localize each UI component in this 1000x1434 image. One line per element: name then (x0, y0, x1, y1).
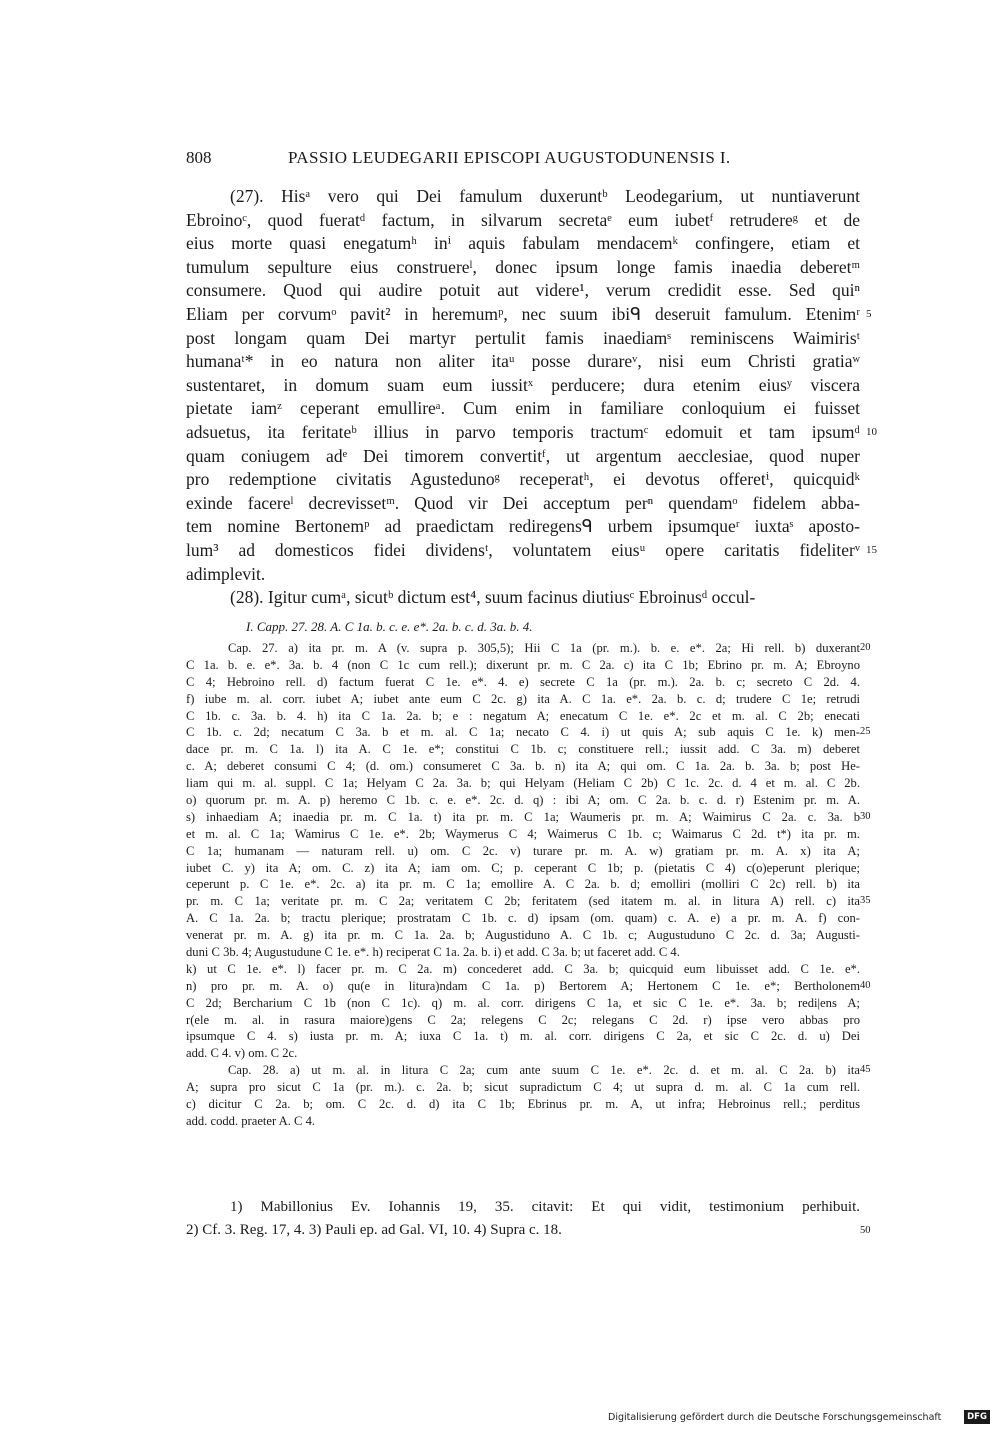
apparatus-line-text: r(ele m. al. in rasura maiore)gens C 2a; relegens C 2c; relegans C 2d. r) ipse vero abbas pro (186, 1012, 860, 1027)
critical-apparatus (186, 640, 871, 1130)
main-text-line (186, 586, 860, 610)
apparatus-line-text: o) quorum pr. m. A. p) heremo C 1b. c. e. e*. 2c. d. q) : ibi A; om. C 2a. b. c. d. r) Estenim pr. m. A. (186, 793, 860, 808)
main-text-line (186, 303, 872, 327)
apparatus-line (186, 657, 860, 674)
main-text-line-text: adsuetus, ita feritateᵇ illius in parvo temporis tractumᶜ edomuit et tam ipsumᵈ (186, 421, 860, 442)
main-text-line-text: (28). Igitur cumᵃ, sicutᵇ dictum est⁴, suum facinus diutiusᶜ Ebroinusᵈ occul- (230, 587, 756, 608)
apparatus-line (186, 1096, 860, 1113)
apparatus-line-text: s) inhaediam A; inaedia pr. m. C 1a. t) ita pr. m. C 1a; Waumeris pr. m. A; Waimirus C 2a. c. 3a. b (186, 809, 860, 824)
apparatus-line (186, 1113, 860, 1130)
apparatus-line (186, 792, 860, 809)
apparatus-line-text: c. A; deberet consumi C 4; (d. om.) consumeret C 3a. b. n) ita A; qui om. C 1a. 2a. b. 3a. b; post He- (186, 759, 860, 774)
apparatus-line (186, 826, 860, 843)
apparatus-line (186, 995, 860, 1012)
apparatus-line-text: f) iube m. al. corr. iubet A; iubet ante eum C 2c. g) ita A. C 1a. e*. 2a. b. c. d; trudere C 1e; retrudi (186, 691, 860, 706)
running-title: PASSIO LEUDEGARII EPISCOPI AUGUSTODUNENSIS I. (288, 148, 731, 167)
apparatus-line-text: liam qui m. al. suppl. C 1a; Helyam C 2a. 3a. b; qui Helyam (Heliam C 2b) C 1c. 2c. d. 4 et m. al. C 2b. (186, 776, 860, 791)
apparatus-line (186, 961, 860, 978)
main-text-line (186, 279, 860, 303)
apparatus-line-text: n) pro pr. m. A. o) qu(e in litura)ndam C 1a. p) Bertorem A; Hertonem C 1e. e*; Bertholonem (186, 978, 860, 993)
main-text-line-text: lum³ ad domesticos fidei dividensᵗ, voluntatem eiusᵘ opere caritatis fideliterᵛ (186, 539, 860, 560)
main-text-line-text: eius morte quasi enegatumʰ inⁱ aquis fabulam mendacemᵏ confingere, etiam et (186, 233, 860, 254)
main-text-line (186, 421, 877, 445)
apparatus-line (186, 1012, 860, 1029)
apparatus-line (186, 708, 860, 725)
apparatus-line (186, 640, 871, 657)
main-text-line-text: humanaᵗ* in eo natura non aliter itaᵘ posse durareᵛ, nisi eum Christi gratiaʷ (186, 351, 860, 372)
apparatus-line-text: pr. m. C 1a; veritate pr. m. C 2a; veritatem C 2b; feritatem (sed itatem m. al. in litura A) rell. c) ita (186, 894, 860, 909)
apparatus-line-text: C 1b. c. 2d; necatum C 3a. b et m. al. C 1a; necato C 4. i) ut quis A; sub aquis C 1e. k) men- (186, 725, 860, 740)
apparatus-line-text: venerat pr. m. A. g) ita pr. m. C 1a. 2a. b; Augustiduno A. C 1b. c; Augustuduno C 2c. d. 3a; Augusti- (186, 928, 860, 943)
main-text-line (186, 185, 860, 209)
main-text-line-text: sustentaret, in domum suam eum iussitˣ perducere; dura etenim eiusʸ viscera (186, 374, 860, 395)
apparatus-line-text: C 4; Hebroino rell. d) factum fuerat C 1e. e*. 4. e) secrete C 1a (pr. m.). 2a. b. c; secreto C 2d. 4. (186, 674, 860, 689)
apparatus-line-text: C 1a. b. e. e*. 3a. b. 4 (non C 1c cum rell.); dixerunt pr. m. C 2a. c) ita C 1b; Ebrino pr. m. A; Ebroyno (186, 657, 860, 672)
main-text-line-text: consumere. Quod qui audire potuit aut videre¹, verum credidit esse. Sed quiⁿ (186, 280, 860, 301)
apparatus-line (186, 691, 860, 708)
main-text-line (186, 492, 860, 516)
apparatus-line-text: C 1a; humanam — naturam rell. u) om. C 2c. v) turare pr. m. A. w) gratiam pr. m. A. x) ita A; (186, 843, 860, 858)
apparatus-line (186, 775, 860, 792)
line-number: 45 (860, 1064, 871, 1076)
apparatus-line (186, 860, 860, 877)
apparatus-line (186, 927, 860, 944)
main-text-line (186, 445, 860, 469)
footnote-line-text: 1) Mabillonius Ev. Iohannis 19, 35. citavit: Et qui vidit, testimonium perhibuit. (230, 1199, 860, 1215)
main-text-line (186, 209, 860, 233)
apparatus-line (186, 843, 860, 860)
apparatus-line (186, 1079, 860, 1096)
main-text (186, 185, 877, 610)
apparatus-line-text: c) dicitur C 2a. b; om. C 2c. d. d) ita C 1b; Ebrinus pr. m. A, ut infra; Hebroinus rell.; perditus (186, 1097, 860, 1112)
footnote-line (186, 1196, 860, 1219)
apparatus-line (186, 876, 860, 893)
main-text-line-text: post longam quam Dei martyr pertulit famis inaediamˢ reminiscens Waimirisᵗ (186, 327, 860, 348)
line-number: 50 (860, 1225, 871, 1236)
digitization-credit: Digitalisierung gefördert durch die Deutsche Forschungsgemeinschaft (608, 1412, 942, 1423)
main-text-line-text: pro redemptione civitatis Agustedunoᵍ receperatʰ, ei devotus offeretⁱ, quicquidᵏ (186, 469, 860, 490)
apparatus-line (186, 809, 871, 826)
main-text-line-text: tumulum sepulture eius construereˡ, donec ipsum longe famis inaedia deberetᵐ (186, 256, 860, 277)
apparatus-line (186, 1028, 860, 1045)
apparatus-line-text: A; supra pro sicut C 1a (pr. m.). c. 2a. b; sicut supradictum C 4; ut supra d. m. al. C 1a cum rell. (186, 1080, 860, 1095)
apparatus-line-text: C 2d; Bercharium C 1b (non C 1c). q) m. al. corr. dirigens C 1a, et sic C 1e. e*. 3a. b; redi|ens A; (186, 995, 860, 1010)
apparatus-line-text: duni C 3b. 4; Augustudune C 1e. e*. h) reciperat C 1a. 2a. b. i) et add. C 3a. b; ut faceret add. C 4. (186, 945, 680, 960)
line-number: 25 (860, 726, 871, 738)
main-text-line (186, 539, 877, 563)
apparatus-line-text: ceperunt p. C 1e. e*. 2c. a) ita pr. m. C 1a; emollire A. C 2a. b. d; emolliri (molliri C 2c) rell. b) ita (186, 877, 860, 892)
apparatus-line-text: Cap. 28. a) ut m. al. in litura C 2a; cum ante suum C 1e. e*. 2c. d. et m. al. C 2a. b) ita (228, 1063, 860, 1078)
main-text-line (186, 563, 860, 587)
line-number: 10 (866, 425, 877, 438)
apparatus-line (186, 724, 871, 741)
main-text-line (186, 468, 860, 492)
apparatus-line-text: Cap. 27. a) ita pr. m. A (v. supra p. 305,5); Hii C 1a (pr. m.). b. e. e*. 2a; Hi rell. b) duxerant (228, 641, 860, 655)
apparatus-line (186, 1062, 871, 1079)
main-text-line-text: Ebroinoᶜ, quod fueratᵈ factum, in silvarum secretaᵉ eum iubetᶠ retrudereᵍ et de (186, 209, 860, 230)
line-number: 40 (860, 979, 871, 991)
main-text-line (186, 232, 860, 256)
apparatus-line (186, 893, 871, 910)
main-text-line (186, 374, 860, 398)
apparatus-line (186, 1045, 860, 1062)
apparatus-line-text: A. C 1a. 2a. b; tractu plerique; prostratam C 1b. c. d) ipsam (om. quam) c. A. e) a pr. m. A. f) con- (186, 911, 860, 926)
main-text-line-text: exinde facereˡ decrevissetᵐ. Quod vir Dei acceptum perⁿ quendamᵒ fidelem abba- (186, 492, 860, 513)
page-number: 808 (186, 148, 212, 167)
main-text-line (186, 397, 860, 421)
apparatus-line-text: ipsumque C 4. s) iusta pr. m. A; iuxa C 1a. t) m. al. corr. dirigens C 2a, et sic C 2c. d. u) Dei (186, 1029, 860, 1044)
line-number: 30 (860, 810, 871, 822)
apparatus-line-text: iubet C. y) ita A; om. C. z) ita A; iam om. C; p. ceperant C 1b; p. (pietatis C 4) c(o)eperunt plerique; (186, 860, 860, 875)
apparatus-line (186, 741, 860, 758)
dfg-logo: DFG (964, 1410, 990, 1424)
apparatus-line (186, 674, 860, 691)
main-text-line-text: pietate iamᶻ ceperant emullireᵃ. Cum enim in familiare conloquium ei fuisset (186, 398, 860, 419)
apparatus-line-text: add. codd. praeter A. C 4. (186, 1113, 316, 1128)
line-number: 20 (860, 642, 871, 653)
apparatus-line-text: dace pr. m. C 1a. l) ita A. C 1e. e*; constitui C 1b. c; constituere rell.; iussit add. C 3a. m) deberet (186, 742, 860, 757)
main-text-line-text: Eliam per corvumᵒ pavit² in heremumᵖ, nec suum ibiᑫ deseruit famulum. Etenimʳ (186, 303, 860, 324)
main-text-line (186, 256, 860, 280)
main-text-line-text: adimplevit. (186, 563, 266, 584)
line-number: 15 (866, 543, 877, 556)
main-text-line (186, 350, 860, 374)
apparatus-heading: I. Capp. 27. 28. A. C 1a. b. c. e. e*. 2a. b. c. d. 3a. b. 4. (246, 619, 533, 634)
footnote-line (186, 1219, 871, 1242)
apparatus-line-text: k) ut C 1e. e*. l) facer pr. m. C 2a. m) concederet add. C 3a. b; quicquid eum libuisset add. C 1e. e*. (186, 961, 860, 976)
apparatus-line-text: C 1b. c. 3a. b. 4. h) ita C 1a. 2a. b; e : negatum A; enecatum C 1e. e*. 2c et m. al. C 2b; enecati (186, 708, 860, 723)
main-text-line (186, 515, 860, 539)
line-number: 35 (860, 895, 871, 907)
main-text-line-text: quam coniugem adᵉ Dei timorem convertitᶠ, ut argentum aecclesiae, quod nuper (186, 445, 860, 466)
main-text-line (186, 327, 860, 351)
main-text-line-text: tem nomine Bertonemᵖ ad praedictam rediregensᑫ urbem ipsumqueʳ iuxtaˢ aposto- (186, 516, 860, 537)
apparatus-line (186, 758, 860, 775)
apparatus-line (186, 944, 860, 961)
running-header (186, 148, 860, 172)
apparatus-line-text: add. C 4. v) om. C 2c. (186, 1046, 298, 1061)
footnotes (186, 1196, 871, 1242)
apparatus-line (186, 910, 860, 927)
footnote-line-text: 2) Cf. 3. Reg. 17, 4. 3) Pauli ep. ad Gal. VI, 10. 4) Supra c. 18. (186, 1222, 562, 1238)
main-text-line-text: (27). Hisᵃ vero qui Dei famulum duxeruntᵇ Leodegarium, ut nuntiaverunt (230, 186, 860, 206)
apparatus-line-text: et m. al. C 1a; Wamirus C 1e. e*. 2b; Waymerus C 4; Waimerus C 1b. c; Waimarus C 2d. t*) ita pr. m. (186, 826, 860, 841)
apparatus-line (186, 978, 871, 995)
line-number: 5 (866, 307, 872, 320)
